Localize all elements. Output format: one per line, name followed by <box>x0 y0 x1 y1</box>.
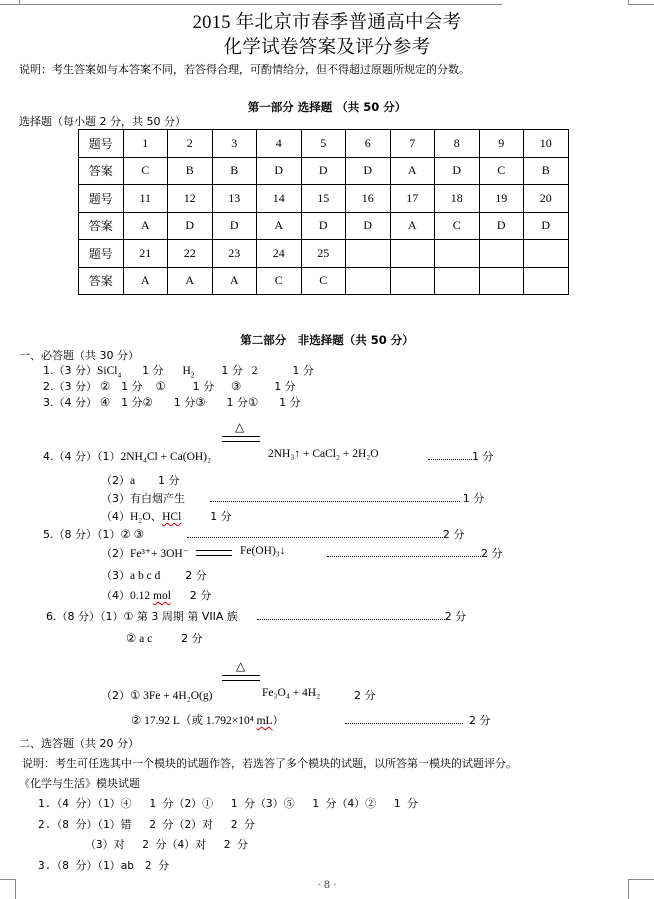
question-number-cell: 2 <box>168 130 213 158</box>
required-q5-part1: 5.（8 分）（1）② ③ 2 分 <box>43 528 465 541</box>
answer-row-label: 答案 <box>79 157 124 185</box>
question-number-cell: 18 <box>435 185 480 213</box>
question-number-cell: 6 <box>346 130 391 158</box>
answer-cell: D <box>479 212 524 240</box>
question-number-cell: 1 <box>123 130 168 158</box>
required-q5-part3: （3）a b c d 2 分 <box>101 569 207 582</box>
answer-cell: C <box>257 267 302 295</box>
question-number-cell: 7 <box>390 130 435 158</box>
question-number-row <box>79 185 569 213</box>
leader-dots <box>187 529 443 538</box>
document-subtitle: 化学试卷答案及评分参考 <box>223 38 431 58</box>
answer-cell: A <box>168 267 213 295</box>
q5-score-2: 2 分 <box>327 545 503 561</box>
question-number-cell: 9 <box>479 130 524 158</box>
answer-cell <box>390 267 435 295</box>
answer-cell: D <box>168 212 213 240</box>
required-q6-part1-sub2: ② a c 2 分 <box>126 632 203 645</box>
required-q4-part4: （4）H₂O、HCl 1 分 <box>101 510 232 523</box>
ionic-equals-sign <box>196 550 232 556</box>
answer-cell: A <box>390 157 435 185</box>
leader-dots <box>327 548 481 557</box>
scoring-note: 说明：考生答案如与本答案不同，若答得合理，可酌情给分，但不得超过原题所规定的分数。 <box>19 63 470 76</box>
answer-cell <box>524 267 569 295</box>
answer-cell <box>435 267 480 295</box>
answer-cell: B <box>168 157 213 185</box>
module-title: 《化学与生活》模块试题 <box>19 777 140 790</box>
part1-title: 第一部分 选择题 （共 50 分） <box>247 100 407 114</box>
question-number-cell: 14 <box>257 185 302 213</box>
question-number-row <box>79 130 569 158</box>
question-number-row-label: 题号 <box>79 240 124 268</box>
answer-cell: A <box>257 212 302 240</box>
answer-table <box>78 129 569 295</box>
answer-cell <box>346 267 391 295</box>
question-number-cell <box>479 240 524 268</box>
required-q5-part4: （4）0.12 mol 2 分 <box>101 589 212 602</box>
elective-q2-line2: （3）对 2 分（4）对 2 分 <box>85 838 248 851</box>
answer-cell <box>479 267 524 295</box>
answer-cell: B <box>524 157 569 185</box>
question-number-cell: 15 <box>301 185 346 213</box>
answer-cell: D <box>301 212 346 240</box>
q4-score-1: 1 分 <box>428 448 494 464</box>
question-number-row-label: 题号 <box>79 185 124 213</box>
question-number-cell: 25 <box>301 240 346 268</box>
question-number-cell: 13 <box>212 185 257 213</box>
heating-condition-icon: △ <box>235 420 245 434</box>
answer-cell: C <box>435 212 480 240</box>
answer-cell: D <box>346 157 391 185</box>
required-q1: 1.（3 分）SiCl$_4$ 1 分 $H_2$ 1 分 2 1 分 <box>43 364 314 380</box>
elective-note: 说明：考生可任选其中一个模块的试题作答，若选答了多个模块的试题，以所答第一模块的试题评分。 <box>22 757 517 770</box>
document-title: 2015 年北京市春季普通高中会考 <box>192 13 462 33</box>
required-q6-part2-sub1: （2）① 3Fe + 4H₂O(g) <box>101 689 213 702</box>
q6-score-3: 2 分 <box>345 712 491 728</box>
question-number-cell: 21 <box>123 240 168 268</box>
q6-products: Fe₃O₄ + 4H₂ <box>262 687 321 699</box>
crop-mark-top-line <box>20 0 502 5</box>
question-number-cell: 4 <box>257 130 302 158</box>
question-number-cell: 11 <box>123 185 168 213</box>
heating-condition-icon: △ <box>236 659 246 673</box>
answer-row-label: 答案 <box>79 212 124 240</box>
reaction-equals-sign <box>222 436 260 442</box>
answer-cell: D <box>524 212 569 240</box>
question-number-cell: 5 <box>301 130 346 158</box>
answer-cell: D <box>301 157 346 185</box>
question-number-cell: 23 <box>212 240 257 268</box>
answer-cell: D <box>257 157 302 185</box>
answer-cell: D <box>212 212 257 240</box>
answer-cell: D <box>346 212 391 240</box>
required-q6-part2-sub2: ② 17.92 L（或 1.792×10⁴ mL） <box>131 714 284 727</box>
question-number-cell: 19 <box>479 185 524 213</box>
required-q4-part3: （3）有白烟产生 1 分 <box>101 492 485 505</box>
question-number-cell: 16 <box>346 185 391 213</box>
answer-row <box>79 157 569 185</box>
part1-subtitle: 选择题（每小题 2 分，共 50 分） <box>19 115 186 128</box>
required-q3: 3.（4 分） ④ 1 分② 1 分③ 1 分① 1 分 <box>43 396 301 409</box>
leader-dots <box>210 493 460 502</box>
leader-dots <box>257 611 445 620</box>
answer-cell: A <box>123 267 168 295</box>
answer-cell: A <box>390 212 435 240</box>
q4-products: 2NH₃↑ + CaCl₂ + 2H₂O <box>268 448 379 460</box>
required-q5-part2: （2）Fe³⁺+ 3OH⁻ <box>101 547 189 560</box>
required-heading: 一、必答题（共 30 分） <box>19 349 139 362</box>
question-number-row <box>79 240 569 268</box>
answer-row <box>79 212 569 240</box>
question-number-cell <box>524 240 569 268</box>
q6-score-2: 2 分 <box>354 689 376 702</box>
required-q6-part1: 6.（8 分）（1）① 第 3 周期 第 VIIA 族 2 分 <box>46 610 467 623</box>
answer-cell: D <box>435 157 480 185</box>
question-number-cell <box>435 240 480 268</box>
question-number-cell: 24 <box>257 240 302 268</box>
leader-dots <box>345 715 463 724</box>
question-number-cell: 10 <box>524 130 569 158</box>
q5-product: Fe(OH)₃↓ <box>240 545 286 557</box>
question-number-cell: 8 <box>435 130 480 158</box>
page-number: · 8 · <box>317 880 337 891</box>
answer-cell: A <box>123 212 168 240</box>
question-number-cell <box>346 240 391 268</box>
answer-cell: A <box>212 267 257 295</box>
answer-row <box>79 267 569 295</box>
crop-mark-top-right <box>628 0 654 5</box>
elective-q1: 1.（4 分）（1）④ 1 分（2）① 1 分（3）⑤ 1 分（4）② 1 分 <box>38 797 418 810</box>
question-number-cell: 3 <box>212 130 257 158</box>
answer-cell: C <box>301 267 346 295</box>
required-q4-part1: 4.（4 分）（1）2NH₄Cl + Ca(OH)₂ <box>43 450 212 463</box>
reaction-equals-sign <box>222 675 260 681</box>
part2-title: 第二部分 非选择题（共 50 分） <box>240 333 414 347</box>
answer-cell: C <box>123 157 168 185</box>
crop-mark-top-left <box>0 0 20 5</box>
question-number-cell <box>390 240 435 268</box>
required-q4-part2: （2）a 1 分 <box>101 474 180 487</box>
question-number-row-label: 题号 <box>79 130 124 158</box>
required-q2: 2.（3 分） ② 1 分 ① 1 分 ③ 1 分 <box>43 380 296 393</box>
question-number-cell: 17 <box>390 185 435 213</box>
answer-row-label: 答案 <box>79 267 124 295</box>
answer-cell: C <box>479 157 524 185</box>
elective-q3: 3.（8 分）（1）ab 2 分 <box>38 859 170 872</box>
elective-heading: 二、选答题（共 20 分） <box>19 737 139 750</box>
elective-q2-line1: 2.（8 分）（1）错 2 分（2）对 2 分 <box>38 818 255 831</box>
question-number-cell: 12 <box>168 185 213 213</box>
answer-cell: B <box>212 157 257 185</box>
leader-dots <box>428 451 472 460</box>
question-number-cell: 22 <box>168 240 213 268</box>
question-number-cell: 20 <box>524 185 569 213</box>
